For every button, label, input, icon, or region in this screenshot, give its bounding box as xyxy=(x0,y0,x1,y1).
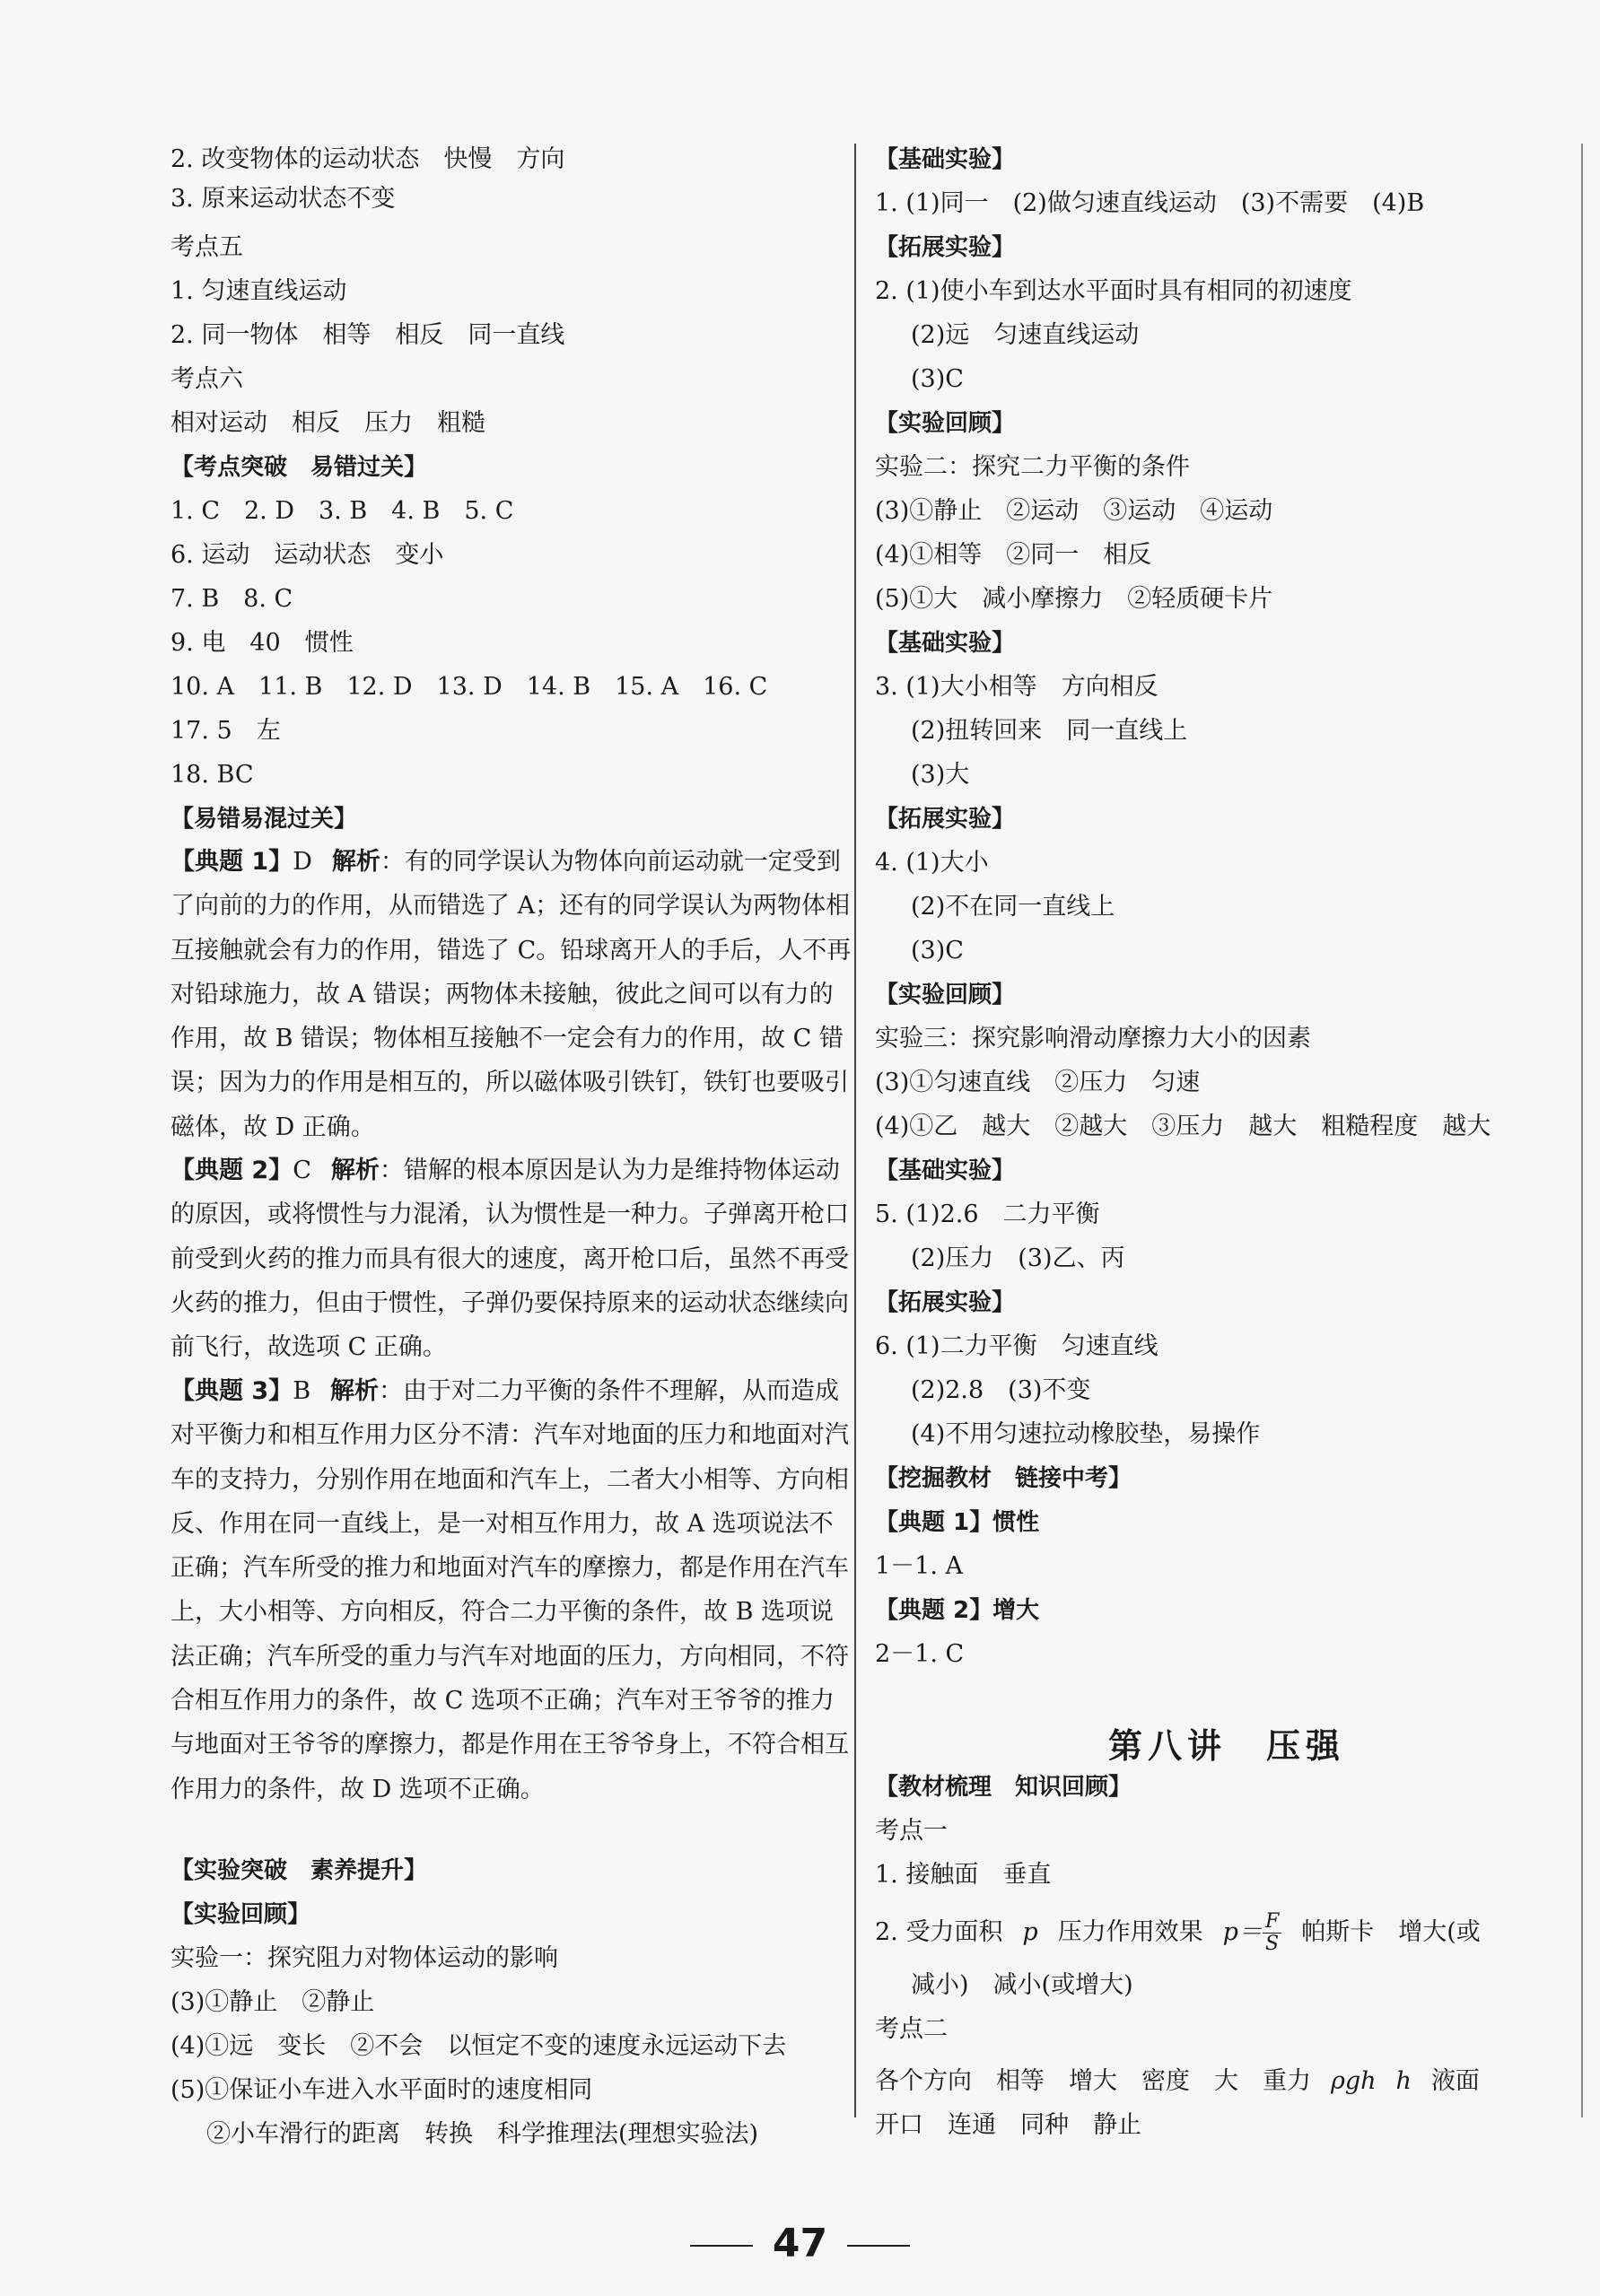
section-label: 考点一 xyxy=(875,1817,948,1845)
section-header: 【挖掘教材 链接中考】 xyxy=(875,1465,1132,1492)
answer-line: 2. 改变物体的运动状态 快慢 方向 xyxy=(170,145,565,173)
answer-line: 1. C 2. D 3. B 4. B 5. C xyxy=(170,497,514,525)
section-header: 【实验回顾】 xyxy=(170,1901,311,1928)
answer-line xyxy=(875,1911,1481,1955)
answer-line: (3)①静止 ②静止 xyxy=(170,1988,375,2016)
fraction-numerator: F xyxy=(1263,1911,1281,1934)
answer-line: (2)压力 (3)乙、丙 xyxy=(911,1244,1125,1272)
answer-text: 帕斯卡 增大(或 xyxy=(1301,1918,1481,1946)
answer-line: 10. A 11. B 12. D 13. D 14. B 15. A 16. C xyxy=(170,673,768,701)
column-divider xyxy=(854,144,856,2117)
answer-line: (5)①保证小车进入水平面时的速度相同 xyxy=(170,2076,593,2104)
answer-line: (3)大 xyxy=(911,761,970,789)
answer-line: 1－1. A xyxy=(875,1552,964,1580)
answer-line: 2. (1)使小车到达水平面时具有相同的初速度 xyxy=(875,277,1352,305)
answer-line: (3)C xyxy=(911,365,964,393)
answer-line: 2－1. C xyxy=(875,1640,965,1668)
page-number-rule-left xyxy=(690,2245,753,2247)
section-header: 【基础实验】 xyxy=(875,146,1016,173)
answer-line: 1. (1)同一 (2)做匀速直线运动 (3)不需要 (4)B xyxy=(875,189,1425,217)
answer-line: 3. 原来运动状态不变 xyxy=(170,185,396,213)
example-tag: 【典题 2】 xyxy=(170,1157,293,1184)
fraction-denominator: S xyxy=(1265,1933,1280,1955)
page-number-value: 47 xyxy=(772,2221,828,2266)
answer-line: (3)C xyxy=(911,937,964,965)
section-label: 考点二 xyxy=(875,2015,948,2043)
section-header: 【实验突破 素养提升】 xyxy=(170,1857,428,1884)
section-header: 【基础实验】 xyxy=(875,630,1016,657)
answer-line: 减小) 减小(或增大) xyxy=(911,1971,1133,1999)
formula-lhs: p＝ xyxy=(1222,1918,1263,1946)
answer-line: 6. (1)二力平衡 匀速直线 xyxy=(875,1332,1158,1360)
example-analysis: ：有的同学误认为物体向前运动就一定受到了向前的力的作用，从而错选了 A；还有的同学误认为两物体相互接触就会有力的作用，错选了 C。铅球离开人的手后，人不再对铅球施力，故 A 错误；两物体未接触，彼此之间可以有力的作用，故 B 错误；物体相互接触不一定会有力的作用，故 C 错误；因为力的作用是相互的，所以磁体吸引铁钉，铁钉也要吸引磁体，故 D 正确。 xyxy=(170,848,852,1141)
example-tag: 【典题 1】 xyxy=(170,848,293,876)
answer-line: 1. 匀速直线运动 xyxy=(170,277,347,305)
answer-line: 17. 5 左 xyxy=(170,717,281,745)
answer-line: (5)①大 减小摩擦力 ②轻质硬卡片 xyxy=(875,585,1273,613)
symbol-h: h xyxy=(1395,2067,1412,2095)
answer-text: 2. 受力面积 xyxy=(875,1918,1003,1946)
answer-line: (2)不在同一直线上 xyxy=(911,893,1115,921)
answer-line: (2)扭转回来 同一直线上 xyxy=(911,717,1188,745)
answer-line: 7. B 8. C xyxy=(170,585,293,613)
page-number xyxy=(0,2221,1600,2266)
answer-line: 实验一：探究阻力对物体运动的影响 xyxy=(170,1944,558,1972)
answer-line: 6. 运动 运动状态 变小 xyxy=(170,541,444,569)
section-header: 【拓展实验】 xyxy=(875,234,1016,261)
example-analysis: ：错解的根本原因是认为力是维持物体运动的原因，或将惯性与力混淆，认为惯性是一种力。子弹离开枪口前受到火药的推力而具有很大的速度，离开枪口后，虽然不再受火药的推力，但由于惯性，子弹仍要保持原来的运动状态继续向前飞行，故选项 C 正确。 xyxy=(170,1157,849,1362)
example-2 xyxy=(170,1148,852,1369)
answer-line: 开口 连通 同种 静止 xyxy=(875,2111,1141,2139)
answer-line: (2)2.8 (3)不变 xyxy=(911,1376,1091,1404)
formula-rho-g-h: ρgh xyxy=(1331,2067,1377,2095)
answer-line: 实验二：探究二力平衡的条件 xyxy=(875,453,1190,481)
answer-line: 相对运动 相反 压力 粗糙 xyxy=(170,409,485,437)
example-analysis: ：由于对二力平衡的条件不理解，从而造成对平衡力和相互作用力区分不清：汽车对地面的压力和地面对汽车的支持力，分别作用在地面和汽车上，二者大小相等、方向相反、作用在同一直线上，是一对相互作用力，故 A 选项说法不正确；汽车所受的推力和地面对汽车的摩擦力，都是作用在汽车上，大小相等、方向相反，符合二力平衡的条件，故 B 选项说法正确；汽车所受的重力与汽车对地面的压力，方向相同，不符合相互作用力的条件，故 C 选项不正确；汽车对王爷爷的推力与地面对王爷爷的摩擦力，都是作用在王爷爷身上，不符合相互作用力的条件，故 D 选项不正确。 xyxy=(170,1377,849,1803)
section-header: 【易错易混过关】 xyxy=(170,806,358,833)
formula-fraction xyxy=(1263,1911,1281,1955)
section-header: 【基础实验】 xyxy=(875,1157,1016,1184)
section-header: 【实验回顾】 xyxy=(875,982,1016,1008)
answer-text: 各个方向 相等 增大 密度 大 重力 xyxy=(875,2067,1311,2095)
section-label: 考点五 xyxy=(170,233,243,261)
section-header: 【拓展实验】 xyxy=(875,1289,1016,1316)
section-header: 【拓展实验】 xyxy=(875,806,1016,833)
lecture-title: 第八讲 压强 xyxy=(1108,1725,1346,1766)
answer-line: 1. 接触面 垂直 xyxy=(875,1861,1052,1889)
answer-line: 5. (1)2.6 二力平衡 xyxy=(875,1200,1100,1228)
answer-line: (3)①静止 ②运动 ③运动 ④运动 xyxy=(875,497,1273,525)
answer-text: 液面 xyxy=(1430,2067,1480,2095)
answer-line: 9. 电 40 惯性 xyxy=(170,629,354,657)
page-edge-line xyxy=(1581,144,1583,2117)
answer-line: 3. (1)大小相等 方向相反 xyxy=(875,673,1158,701)
answer-line: 实验三：探究影响滑动摩擦力大小的因素 xyxy=(875,1025,1311,1052)
analysis-label: 解析 xyxy=(330,1377,380,1405)
example-answer: C xyxy=(293,1157,311,1184)
answer-line: ②小车滑行的距离 转换 科学推理法(理想实验法) xyxy=(206,2120,759,2148)
section-header: 【实验回顾】 xyxy=(875,410,1016,437)
section-label: 考点六 xyxy=(170,365,243,393)
example-line: 【典题 1】惯性 xyxy=(875,1509,1040,1536)
section-header: 【教材梳理 知识回顾】 xyxy=(875,1774,1132,1801)
answer-line: (2)远 匀速直线运动 xyxy=(911,321,1140,349)
answer-line: 4. (1)大小 xyxy=(875,849,989,877)
analysis-label: 解析 xyxy=(330,1157,380,1184)
example-tag: 【典题 3】 xyxy=(170,1377,293,1405)
answer-line: (3)①匀速直线 ②压力 匀速 xyxy=(875,1069,1201,1096)
answer-line xyxy=(875,2065,1480,2098)
example-answer: B xyxy=(293,1377,311,1405)
symbol-p: p xyxy=(1022,1918,1038,1946)
answer-line: 18. BC xyxy=(170,761,254,789)
answer-text: 压力作用效果 xyxy=(1057,1918,1203,1946)
answer-line: 2. 同一物体 相等 相反 同一直线 xyxy=(170,321,565,349)
answer-line: (4)①远 变长 ②不会 以恒定不变的速度永远运动下去 xyxy=(170,2032,787,2060)
answer-line: (4)①相等 ②同一 相反 xyxy=(875,541,1152,569)
example-line: 【典题 2】增大 xyxy=(875,1597,1040,1624)
answer-line: (4)不用匀速拉动橡胶垫，易操作 xyxy=(911,1420,1261,1448)
example-1 xyxy=(170,840,852,1149)
answer-line: (4)①乙 越大 ②越大 ③压力 越大 粗糙程度 越大 xyxy=(875,1113,1491,1140)
example-3 xyxy=(170,1369,852,1811)
analysis-label: 解析 xyxy=(331,848,380,876)
example-answer: D xyxy=(293,848,312,876)
section-header: 【考点突破 易错过关】 xyxy=(170,454,428,481)
page-number-rule-right xyxy=(847,2245,910,2247)
